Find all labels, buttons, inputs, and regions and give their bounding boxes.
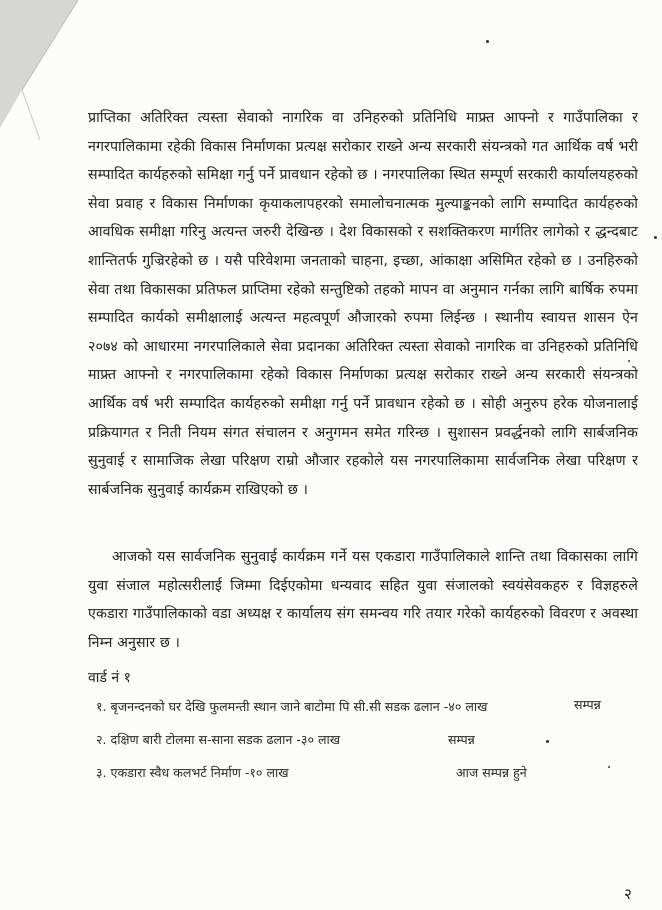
scan-speck <box>546 740 549 743</box>
list-item-3-status: आज सम्पन्न हुने <box>456 765 527 780</box>
list-item-2: २. दक्षिण बारी टोलमा स-साना सडक ढलान -३० लाख <box>96 732 341 747</box>
list-item-3: ३. एकडारा स्वैध कलभर्ट निर्माण -१० लाख <box>96 765 289 780</box>
body-paragraph-1: प्राप्तिका अतिरिक्त त्यस्ता सेवाको नागरिक वा उनिहरुको प्रतिनिधि माफ्र्त आफ्नो र गाउँपालिका र नगरपालिकामा रहेकी विकास निर्माणका प्रत्यक्ष सरोकार राख्ने अन्य सरकारी संयन्त्रको गत आर्थिक वर्ष भरी सम्पादित कार्यहरुको समिक्षा गर्नु पर्ने प्रावधान रहेको छ । नगरपालिका स्थित सम्पूर्ण सरकारी कार्यालयहरुको सेवा प्रवाह र विकास निर्माणका कृयाकलापहरको समालोचनात्मक मुल्याङ्कनको लागि सम्पादित कार्यहरुको आवधिक समीक्षा गरिनु अत्यन्त जरुरी देखिन्छ । देश विकासको र सशक्तिकरण मार्गतिर लागेको र द्धन्दबाट शान्तितर्फ गुज्रिरहेको छ । यसै परिवेशमा जनताको चाहना, इच्छा, आंकाक्षा असिमित रहेको छ । उनहिरुको सेवा तथा विकासका प्रतिफल प्राप्तिमा रहेको सन्तुष्टिको तहको मापन वा अनुमान गर्नका लागि बार्षिक रुपमा सम्पादित कार्यको समीक्षालाई अत्यन्त महत्वपूर्ण औजारको रुपमा लिईन्छ । स्थानीय स्वायत्त शासन ऐन २०७४ को आधारमा नगरपालिकाले सेवा प्रदानका अतिरिक्त त्यस्ता सेवाको नागरिक वा उनिहरुको प्रतिनिधि माफ्र्त आफ्नो र नगरपालिकामा रहेको विकास निर्माणका प्रत्यक्ष सरोकार राख्ने अन्य सरकारी संयन्त्रको आर्थिक वर्ष भरी सम्पादित कार्यहरुको समीक्षा गर्नु पर्ने प्रावधान रहेको छ । सोही अनुरुप हरेक योजनालाई प्रक्रियागत र निती नियम संगत संचालन र अनुगमन समेत गरिन्छ । सुशासन प्रवर्द्धनको लागि सार्बजनिक सुनुवाई र सामाजिक लेखा परिक्षण राम्रो औजार रहकोले यस नगरपालिकामा सार्वजनिक लेखा परिक्षण र सार्बजनिक सुनुवाई कार्यक्रम राखिएको छ । <box>88 110 638 498</box>
body-paragraph-2: आजको यस सार्वजनिक सुनुवाई कार्यक्रम गर्ने यस एकडारा गाउँपालिकाले शान्ति तथा विकासका लागि युवा संजाल महोत्सरीलाई जिम्मा दिईएकोमा धन्यवाद सहित युवा संजालको स्वयंसेवकहरु र विज्ञहरुले एकडारा गाउँपालिकाको वडा अध्यक्ष र कार्यालय संग समन्वय गरि तयार गरेको कार्यहरुको विवरण र अवस्था निम्न अनुसार छ । <box>88 549 638 651</box>
scan-speck <box>608 766 610 768</box>
scan-speck <box>486 40 489 43</box>
scan-speck <box>654 236 657 239</box>
scan-speck <box>628 360 630 362</box>
list-item-1-status: सम्पन्न <box>574 697 601 712</box>
list-item-1: १. बृजनन्दनको घर देखि फुलमन्ती स्थान जाने बाटोमा पि सी.सी सडक ढलान -४० लाख <box>96 699 488 714</box>
list-item-2-status: सम्पन्न <box>448 732 475 747</box>
page-number: २ <box>624 885 632 903</box>
ward-heading: वार्ड नं १ <box>88 670 131 686</box>
